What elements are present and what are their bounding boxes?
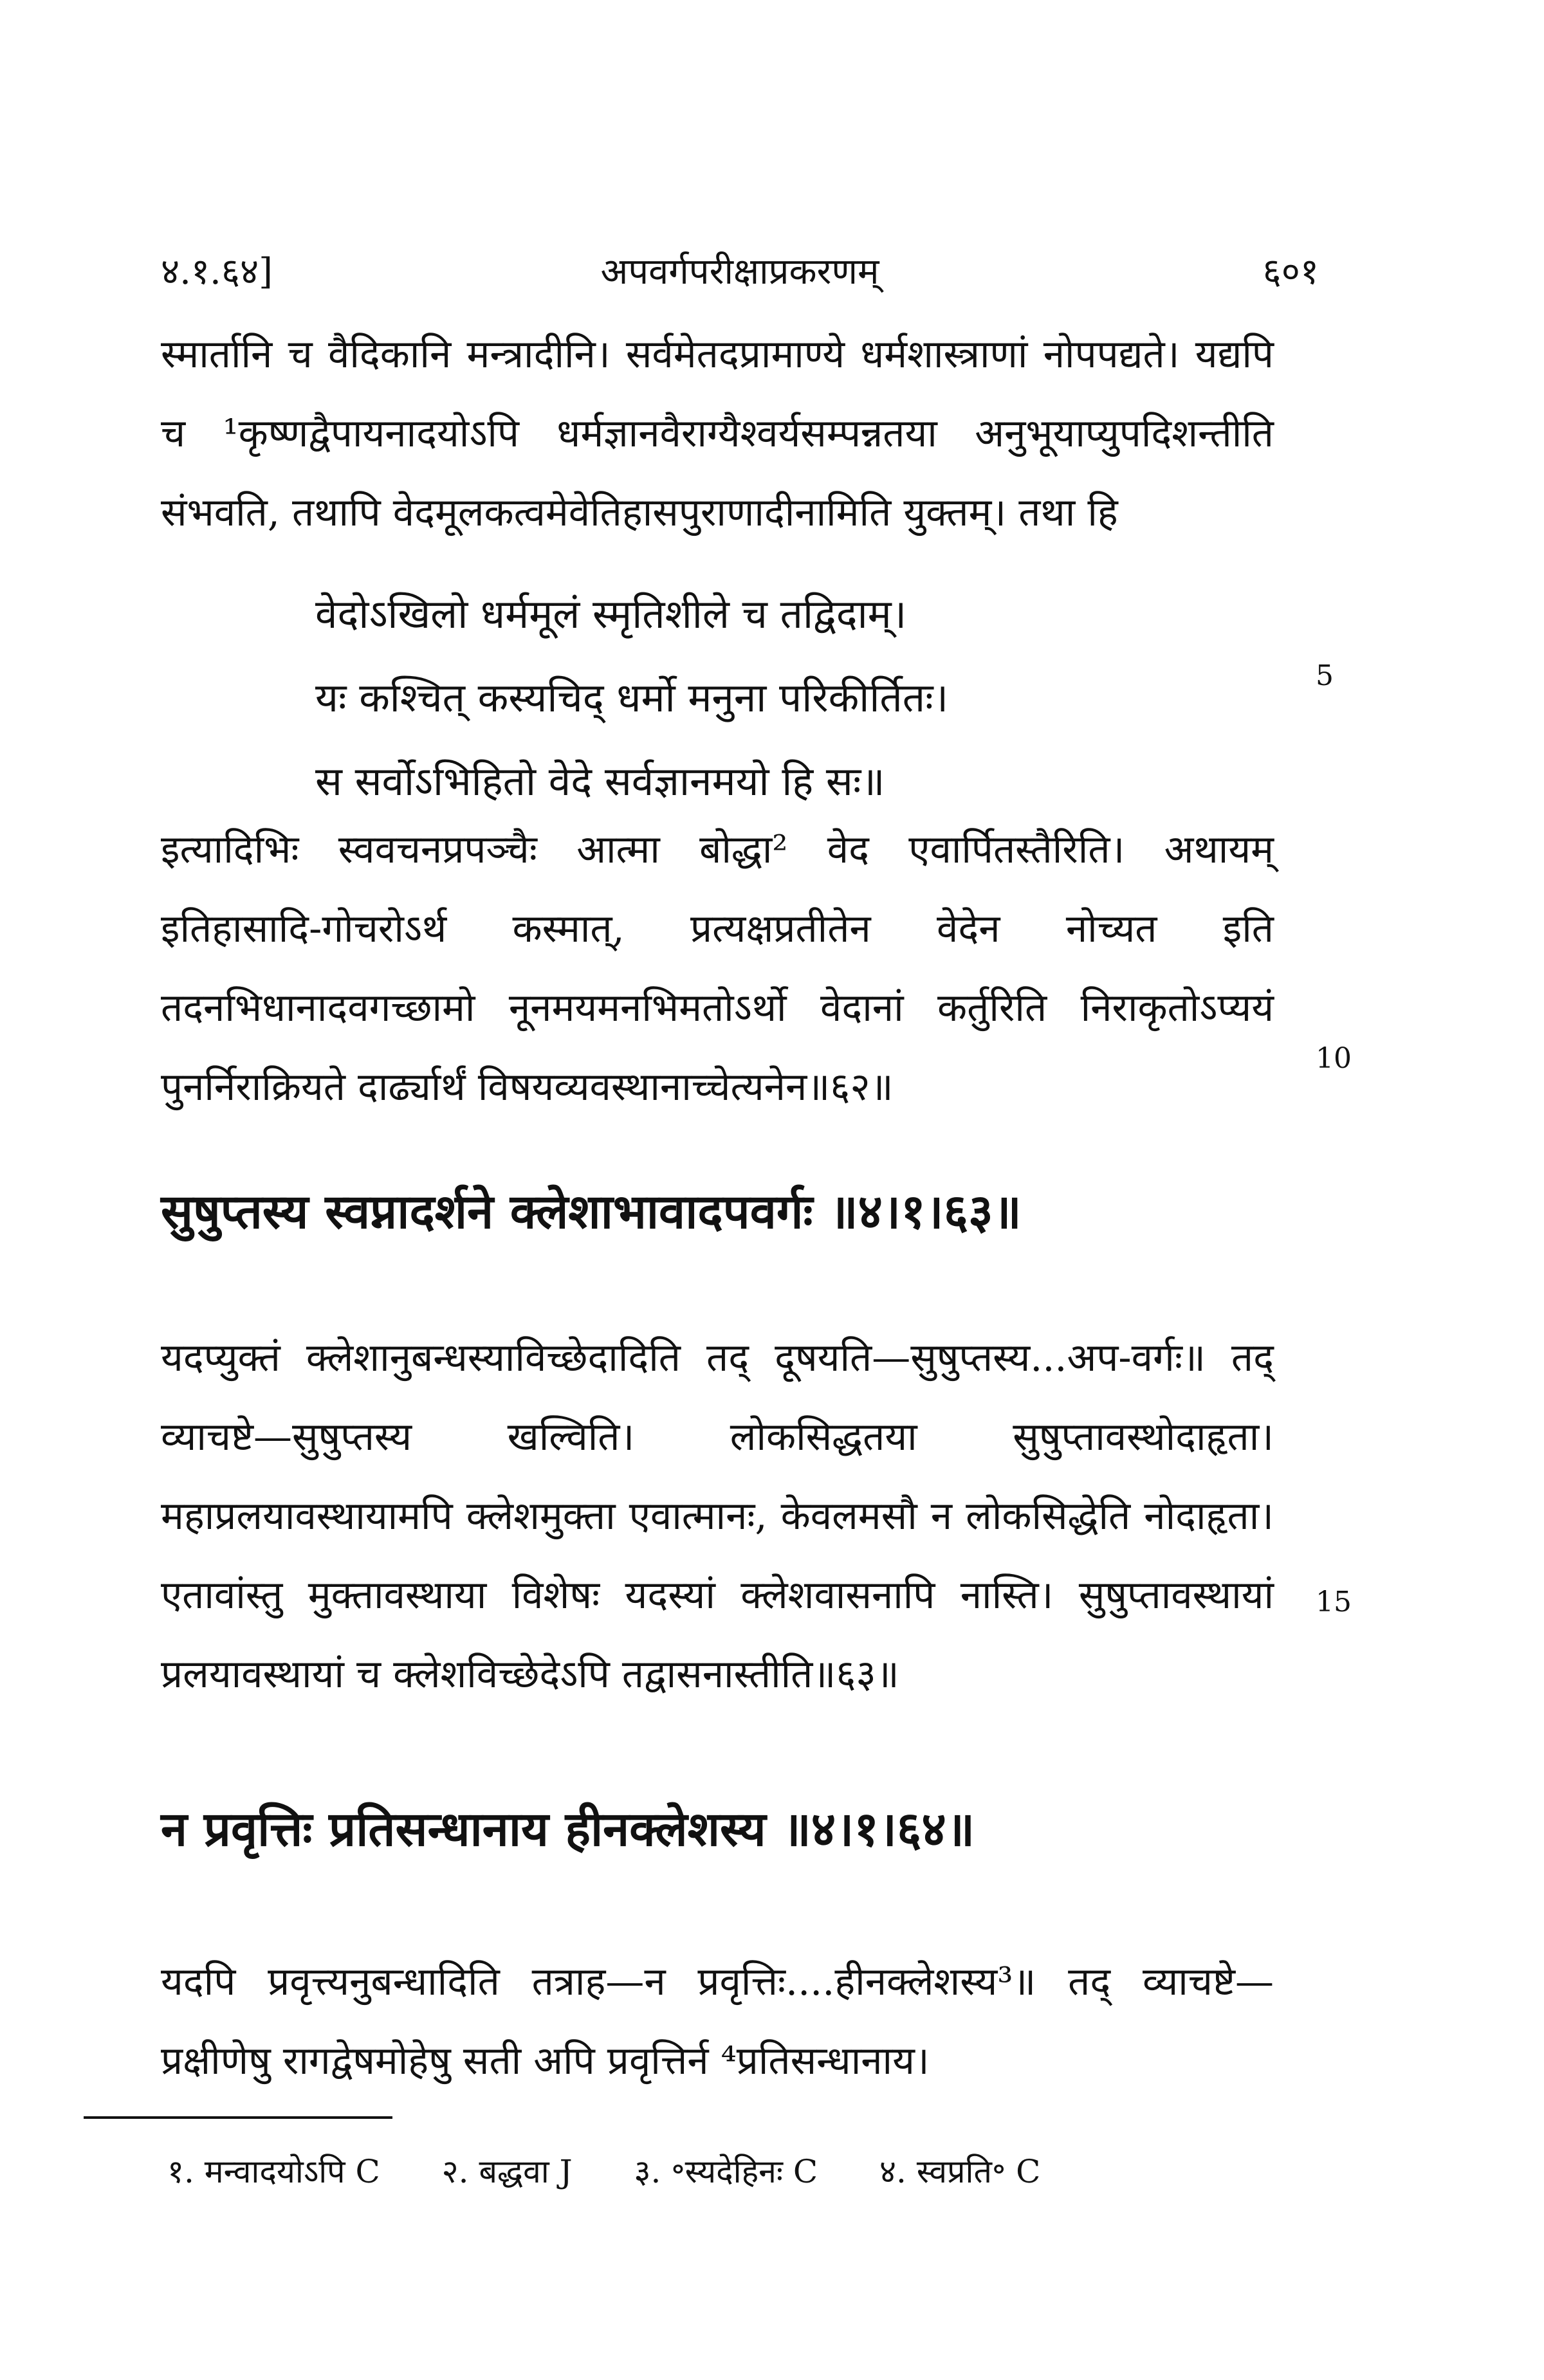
footnotes (167, 2148, 1325, 2192)
paragraph-2: इत्यादिभिः स्ववचनप्रपञ्चैः आत्मा बोद्धा² वेद एवार्पितस्तैरिति। अथायम् इतिहासादि-गोचरोऽर्थ कस्मात्, प्रत्यक्षप्रतीतेन वेदेन नोच्यत इति तदनभिधानादवगच्छामो नूनमयमनभिमतोऽर्थो वेदानां कर्तुरिति निराकृतोऽप्ययं पुनर्निराक्रियते दार्ढ्यार्थं विषयव्यवस्थानाच्चेत्यनेन॥६२॥ (161, 827, 1274, 1110)
line-number-5: 5 (1316, 659, 1334, 692)
chapter-title: अपवर्गपरीक्षाप्रकरणम् (600, 251, 879, 293)
footnote-3: ३. ॰स्यदेहिनः C (634, 2153, 818, 2190)
verse-line-1: वेदोऽखिलो धर्ममूलं स्मृतिशीले च तद्विदाम्। (315, 590, 907, 637)
sutra-heading-64: न प्रवृत्तिः प्रतिसन्धानाय हीनक्लेशस्य ॥४।१।६४॥ (161, 1802, 975, 1857)
line-number-10: 10 (1316, 1042, 1352, 1075)
paragraph-3: यदप्युक्तं क्लेशानुबन्धस्याविच्छेदादिति तद् दूषयति—सुषुप्तस्य...अप-वर्गः॥ तद् व्याचष्टे—सुषुप्तस्य खल्विति। लोकसिद्धतया सुषुप्तावस्थोदाहृता। महाप्रलयावस्थायामपि क्लेशमुक्ता एवात्मानः, केवलमसौ न लोकसिद्धेति नोदाहृता। एतावांस्तु मुक्तावस्थाया विशेषः यदस्यां क्लेशवासनापि नास्ति। सुषुप्तावस्थायां प्रलयावस्थायां च क्लेशविच्छेदेऽपि तद्वासनास्तीति॥६३॥ (161, 1335, 1274, 1697)
page-number: ६०१ (1262, 251, 1319, 293)
footnote-1: १. मन्वादयोऽपि C (167, 2153, 380, 2190)
footnote-2: २. बद्धवा J (441, 2153, 573, 2190)
verse-line-2: यः कश्चित् कस्यचिद् धर्मो मनुना परिकीर्तितः। (315, 674, 949, 721)
verse-line-3: स सर्वोऽभिहितो वेदे सर्वज्ञानमयो हि सः॥ (315, 758, 885, 805)
footnote-rule (84, 2116, 392, 2119)
paragraph-4: यदपि प्रवृत्त्यनुबन्धादिति तत्राह—न प्रवृत्तिः....हीनक्लेशस्य³॥ तद् व्याचष्टे—प्रक्षीणेषु रागद्वेषमोहेषु सती अपि प्रवृत्तिर्न ⁴प्रतिसन्धानाय। (161, 1959, 1274, 2083)
footnote-4: ४. स्वप्रति॰ C (879, 2153, 1041, 2190)
sutra-heading-63: सुषुप्तस्य स्वप्नादर्शने क्लेशाभावादपवर्गः ॥४।१।६३॥ (161, 1184, 1022, 1240)
running-header (161, 246, 1319, 297)
paragraph-1: स्मार्तानि च वैदिकानि मन्त्रादीनि। सर्वमेतदप्रामाण्ये धर्मशास्त्राणां नोपपद्यते। यद्यपि च ¹कृष्णद्वैपायनादयोऽपि धर्मज्ञानवैराग्यैश्वर्यसम्पन्नतया अनुभूयाप्युपदिशन्तीति संभवति, तथापि वेदमूलकत्वमेवेतिहासपुराणादीनामिति युक्तम्। तथा हि (161, 332, 1274, 535)
section-number: ४.१.६४] (161, 251, 273, 293)
line-number-15: 15 (1316, 1586, 1352, 1618)
